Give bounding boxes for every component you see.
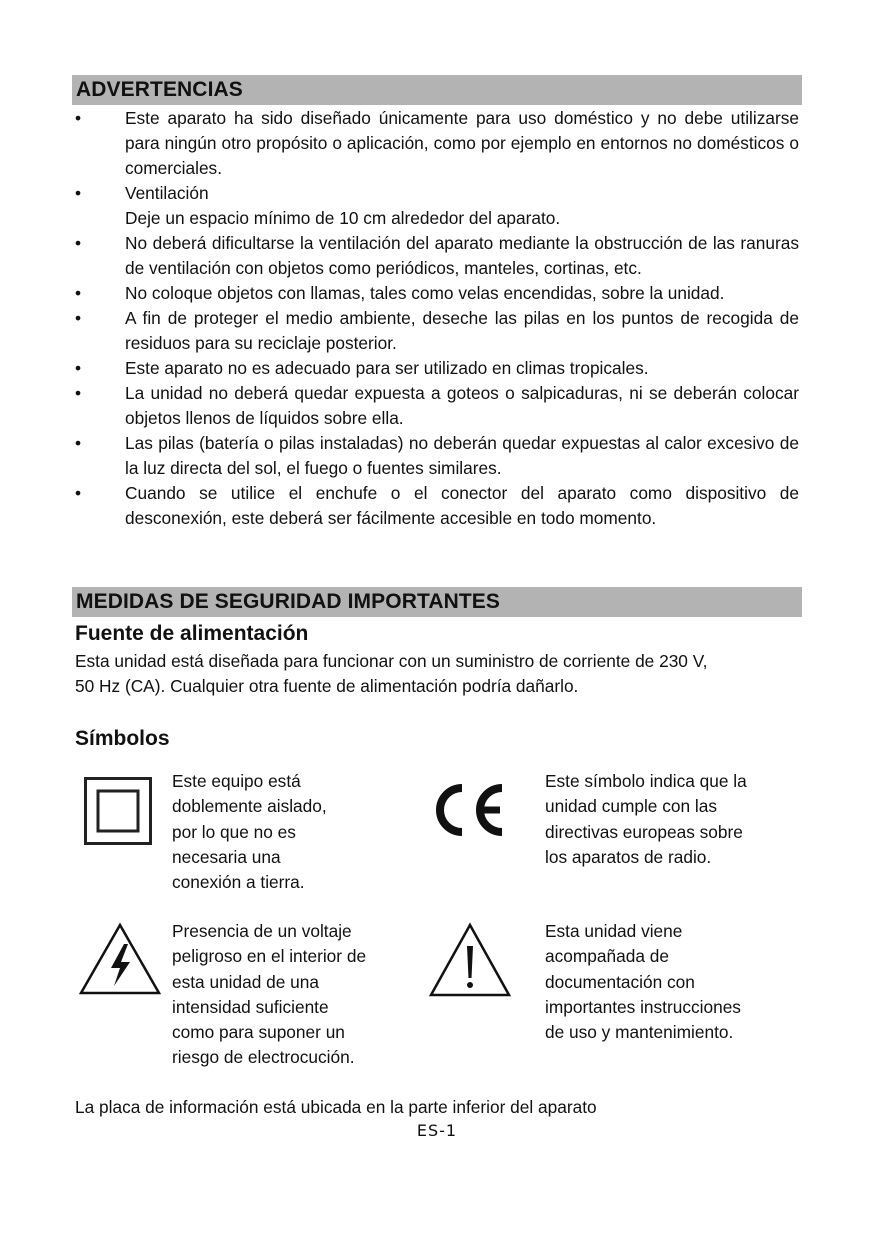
list-item: • No deberá dificultarse la ventilación del aparato mediante la obstrucción de las ranuras de ventilación con objetos como periódicos, manteles, cortinas, etc. — [75, 233, 799, 278]
ce-mark-icon — [428, 782, 508, 838]
exclamation-warning-icon — [428, 922, 512, 998]
double-insulation-icon — [84, 777, 152, 845]
page-number: ES-1 — [416, 1121, 458, 1140]
power-heading: Fuente de alimentación — [75, 622, 309, 645]
rating-plate-note: La placa de información está ubicada en la parte inferior del aparato — [75, 1097, 597, 1117]
list-item: • Este aparato no es adecuado para ser utilizado en climas tropicales. — [75, 358, 649, 378]
ce-description: Este símbolo indica que la unidad cumple con las directivas europeas sobre los aparatos de radio. — [545, 771, 747, 867]
double-insulation-description: Este equipo está doblemente aislado, por lo que no es necesaria una conexión a tierra. — [172, 771, 327, 893]
warnings-heading: ADVERTENCIAS — [72, 75, 802, 105]
safety-heading: MEDIDAS DE SEGURIDAD IMPORTANTES — [72, 587, 802, 617]
list-item: • A fin de proteger el medio ambiente, deseche las pilas en los puntos de recogida de residuos para su reciclaje posterior. — [75, 308, 799, 353]
list-item: • Cuando se utilice el enchufe o el conector del aparato como dispositivo de desconexión, este deberá ser fácilmente accesible en todo momento. — [75, 483, 799, 528]
warnings-list — [75, 106, 799, 531]
list-item: • Las pilas (batería o pilas instaladas) no deberán quedar expuestas al calor excesivo de la luz directa del sol, el fuego o fuentes similares. — [75, 433, 799, 478]
symbols-heading: Símbolos — [75, 727, 170, 750]
exclamation-description: Esta unidad viene acompañada de documentación con importantes instrucciones de uso y mantenimiento. — [545, 921, 741, 1043]
list-item: • No coloque objetos con llamas, tales como velas encendidas, sobre la unidad. — [75, 283, 725, 303]
list-item: • Ventilación Deje un espacio mínimo de 10 cm alrededor del aparato. — [75, 183, 561, 228]
power-text: Esta unidad está diseñada para funcionar con un suministro de corriente de 230 V, 50 Hz (CA). Cualquier otra fuente de alimentación podría dañarlo. — [75, 651, 708, 696]
list-item: • La unidad no deberá quedar expuesta a goteos o salpicaduras, ni se deberán colocar objetos llenos de líquidos sobre ella. — [75, 383, 799, 428]
list-item: • Este aparato ha sido diseñado únicamente para uso doméstico y no debe utilizarse para ningún otro propósito o aplicación, como por ejemplo en entornos no domésticos o comerciales. — [75, 108, 799, 178]
lightning-warning-icon — [78, 922, 162, 996]
lightning-description: Presencia de un voltaje peligroso en el interior de esta unidad de una intensidad suficiente como para suponer un riesgo de electrocución. — [172, 921, 367, 1068]
